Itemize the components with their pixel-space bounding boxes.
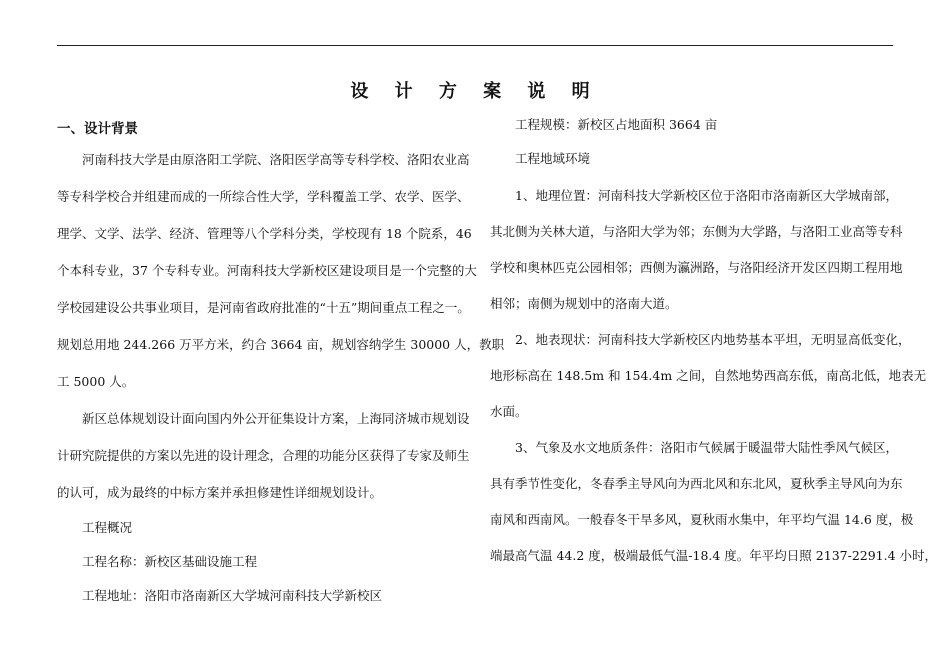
project-address: 工程地址：洛阳市洛南新区大学城河南科技大学新校区: [82, 588, 383, 603]
paragraph-climate: [490, 430, 938, 574]
text-line: 工 5000 人。: [57, 374, 135, 389]
text-line: 2、地表现状：河南科技大学新校区内地势基本平坦，无明显高低变化，: [515, 332, 911, 347]
text-line: 的认可，成为最终的中标方案并承担修建性详细规划设计。: [57, 485, 383, 500]
text-line: 个本科专业，37 个专科专业。河南科技大学新校区建设项目是一个完整的大: [57, 263, 477, 278]
text-line: 新区总体规划设计面向国内外公开征集设计方案，上海同济城市规划设: [82, 411, 470, 426]
text-line: 具有季节性变化，冬春季主导风向为西北风和东北风，夏秋季主导风向为东: [490, 476, 903, 491]
project-name: 工程名称：新校区基础设施工程: [82, 554, 258, 569]
paragraph-university-intro: [57, 141, 505, 400]
text-line: 3、气象及水文地质条件：洛阳市气候属于暖温带大陆性季风气候区，: [515, 440, 898, 455]
text-line: 水面。: [490, 404, 528, 419]
header-rule: [57, 45, 893, 46]
text-line: 端最高气温 44.2 度，极端最低气温-18.4 度。年平均日照 2137-2291.4 小时，: [490, 548, 938, 563]
environment-label: 工程地域环境: [515, 151, 591, 166]
paragraph-location: [490, 178, 903, 322]
text-line: 南风和西南风。一般春冬干旱多风，夏秋雨水集中，年平均气温 14.6 度，极: [490, 512, 914, 527]
paragraph-planning: [57, 400, 470, 511]
document-title: 设 计 方 案 说 明: [350, 81, 600, 102]
project-scale: 工程规模：新校区占地面积 3664 亩: [515, 117, 718, 132]
text-line: 理学、文学、法学、经济、管理等八个学科分类，学校现有 18 个院系，46: [57, 226, 472, 241]
text-line: 相邻；南侧为规划中的洛南大道。: [490, 296, 678, 311]
paragraph-terrain: [490, 322, 927, 430]
text-line: 河南科技大学是由原洛阳工学院、洛阳医学高等专科学校、洛阳农业高: [82, 152, 470, 167]
text-line: 其北侧为关林大道，与洛阳大学为邻；东侧为大学路，与洛阳工业高等专科: [490, 224, 903, 239]
text-line: 1、地理位置：河南科技大学新校区位于洛阳市洛南新区大学城南部，: [515, 188, 898, 203]
text-line: 规划总用地 244.266 万平方米，约合 3664 亩，规划容纳学生 30000 人，教职: [57, 337, 505, 352]
section-heading-design-background: 一、设计背景: [57, 121, 138, 137]
left-column: [57, 110, 505, 613]
overview-label: 工程概况: [82, 520, 133, 535]
text-line: 学校园建设公共事业项目，是河南省政府批准的“十五”期间重点工程之一。: [57, 300, 470, 315]
text-line: 计研究院提供的方案以先进的设计理念，合理的功能分区获得了专家及师生: [57, 448, 470, 463]
text-line: 学校和奥林匹克公园相邻；西侧为瀛洲路，与洛阳经济开发区四期工程用地: [490, 260, 903, 275]
right-column: [490, 110, 938, 574]
text-line: 地形标高在 148.5m 和 154.4m 之间，自然地势西高东低，南高北低，地表无: [490, 368, 927, 383]
text-line: 等专科学校合并组建而成的一所综合性大学，学科覆盖工学、农学、医学、: [57, 189, 470, 204]
